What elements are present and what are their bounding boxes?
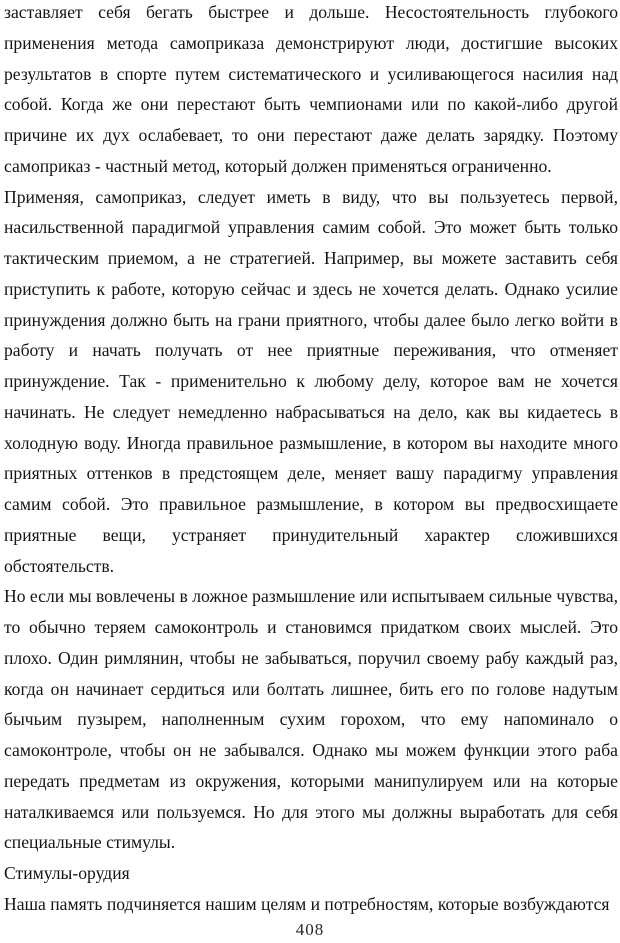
page-number: 408 <box>295 920 325 939</box>
paragraph-3: Но если мы вовлечены в ложное размышление или испытываем сильные чувства, то обычно теряем самоконтроль и становимся придатком своих мыслей. Это плохо. Один римлянин, чтобы не забываться, поручил своему рабу каждый раз, когда он начинает сердиться или болтать лишнее, бить его по голове надутым бычьим пузырем, наполненным сухим горохом, что ему напоминало о самоконтроле, чтобы он не забывался. Однако мы можем функции этого раба передать предметам из окружения, которыми манипулируем или на которые наталкиваемся или пользуемся. Но для этого мы должны выработать для себя специальные стимулы. <box>4 586 618 853</box>
paragraph-1: заставляет себя бегать быстрее и дольше. Несостоятельность глубокого применения метода самоприказа демонстрируют люди, достигшие высоких результатов в спорте путем систематического и усиливающегося насилия над собой. Когда же они перестают быть чемпионами или по какой-либо другой причине их дух ослабевает, то они перестают даже делать зарядку. Поэтому самоприказ - частный метод, который должен применяться ограниченно. <box>4 2 618 176</box>
paragraph-4: Наша память подчиняется нашим целям и потребностям, которые возбуждаются <box>4 893 610 914</box>
paragraph-2: Применяя, самоприказ, следует иметь в виду, что вы пользуетесь первой, насильственной парадигмой управления самим собой. Это может быть только тактическим приемом, а не стратегией. Например, вы можете заставить себя приступить к работе, которую сейчас и здесь не хочется делать. Однако усилие принуждения должно быть на грани приятного, чтобы далее было легко войти в работу и начать получать от нее приятные переживания, что отменяет принуждение. Так - применительно к любому делу, которое вам не хочется начинать. Не следует немедленно набрасываться на дело, как вы кидаетесь в холодную воду. Иногда правильное размышление, в котором вы находите много приятных оттенков в предстоящем деле, меняет вашу парадигму управления самим собой. Это правильное размышление, в котором вы предвосхищаете приятные вещи, устраняет принудительный характер сложившихся обстоятельств. <box>4 186 618 576</box>
body-text <box>4 0 618 920</box>
section-heading: Стимулы-орудия <box>4 863 130 883</box>
